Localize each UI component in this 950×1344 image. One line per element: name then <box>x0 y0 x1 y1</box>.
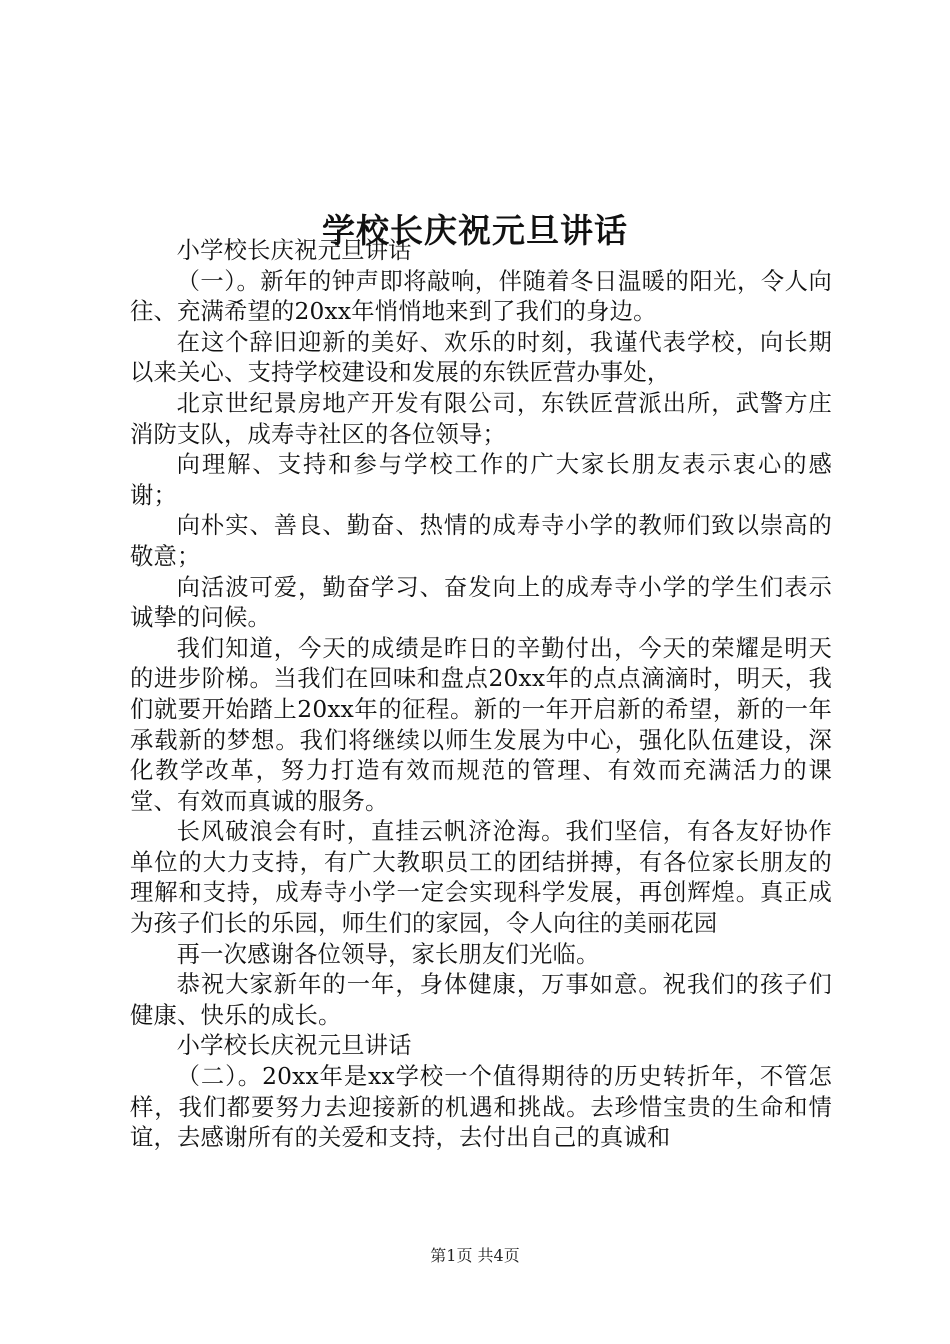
paragraph: 恭祝大家新年的一年，身体健康，万事如意。祝我们的孩子们健康、快乐的成长。 <box>130 971 832 1029</box>
paragraph: （二）。20xx年是xx学校一个值得期待的历史转折年，不管怎样，我们都要努力去迎接新的机遇和挑战。去珍惜宝贵的生命和情谊，去感谢所有的关爱和支持，去付出自己的真诚和 <box>130 1063 832 1152</box>
paragraph: （一）。新年的钟声即将敲响，伴随着冬日温暖的阳光，令人向往、充满希望的20xx年悄悄地来到了我们的身边。 <box>130 267 832 326</box>
paragraph: 向朴实、善良、勤奋、热情的成寿寺小学的教师们致以崇高的敬意； <box>130 512 832 570</box>
section-heading: 小学校长庆祝元旦讲话 <box>176 237 412 264</box>
paragraph: 我们知道，今天的成绩是昨日的辛勤付出，今天的荣耀是明天的进步阶梯。当我们在回味和盘点20xx年的点点滴滴时，明天，我们就要开始踏上20xx年的征程。新的一年开启新的希望，新的一年承载新的梦想。我们将继续以师生发展为中心，强化队伍建设，深化教学改革，努力打造有效而规范的管理、有效而充满活力的课堂、有效而真诚的服务。 <box>130 634 832 815</box>
paragraph: 北京世纪景房地产开发有限公司，东铁匠营派出所，武警方庄消防支队，成寿寺社区的各位领导； <box>130 389 832 448</box>
paragraph: 长风破浪会有时，直挂云帆济沧海。我们坚信，有各友好协作单位的大力支持，有广大教职员工的团结拼搏，有各位家长朋友的理解和支持，成寿寺小学一定会实现科学发展，再创辉煌。真正成为孩子们长的乐园，师生们的家园，令人向往的美丽花园 <box>130 818 832 938</box>
document-body <box>130 236 832 1154</box>
paragraph: 向理解、支持和参与学校工作的广大家长朋友表示衷心的感谢； <box>130 451 832 509</box>
paragraph: 再一次感谢各位领导，家长朋友们光临。 <box>176 940 600 968</box>
paragraph: 向活波可爱，勤奋学习、奋发向上的成寿寺小学的学生们表示诚挚的问候。 <box>130 573 832 632</box>
section-heading: 小学校长庆祝元旦讲话 <box>176 1032 412 1060</box>
paragraph: 在这个辞旧迎新的美好、欢乐的时刻，我谨代表学校，向长期以来关心、支持学校建设和发展的东铁匠营办事处， <box>130 328 832 387</box>
document-title: 学校长庆祝元旦讲话 <box>322 211 628 251</box>
page-number: 第1页 共4页 <box>430 1246 520 1265</box>
